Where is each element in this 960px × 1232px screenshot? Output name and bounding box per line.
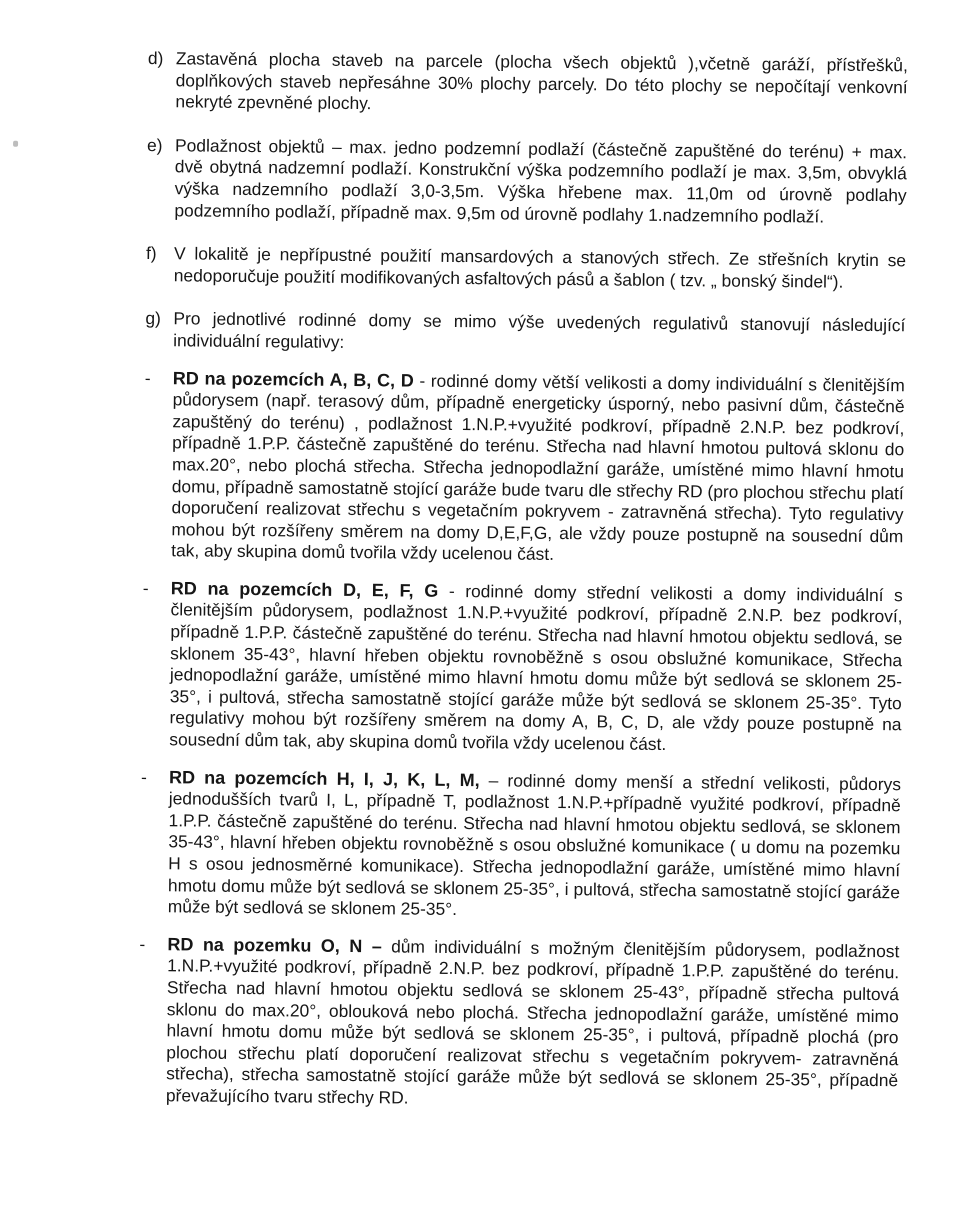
paragraph-text: Pro jednotlivé rodinné domy se mimo výše uvedených regulativů stanovují následující individuální regulativy:	[173, 308, 906, 352]
list-item-heading: RD na pozemku O, N –	[167, 934, 382, 957]
list-dash: -	[142, 577, 149, 598]
paragraph-g	[145, 308, 905, 358]
list-item-text: dům individuální s možným členitějším půdorysem, podlažnost 1.N.P.+využité podkroví, případně 2.N.P. bez podkroví, případně 1.P.P. zapuštěné do terénu. Střecha nad hlavní hmotou objektu sedlová se sklonem 25-43°, případně střecha pultová sklonu do max.20°, oblouková nebo plochá. Střecha jednopodlažní garáže, umístěné mimo hlavní hmotu domu může být sedlová se sklonem 25-35°, i pultová, případně plochá (pro plochou střechu platí doporučení realizovat střechu s vegetačním pokryvem- zatravněná střecha), střecha samostatně stojící garáže může být sedlová se sklonem 25-35°, případně převažujícího tvaru střechy RD.	[165, 936, 900, 1108]
list-item-body	[169, 578, 903, 758]
paragraph-f	[146, 243, 906, 293]
list-item-text: – rodinné domy menší a střední velikosti, půdorys jednodušších tvarů I, L, případně T, podlažnost 1.N.P.+případně využité podkroví, případně 1.P.P. částečně zapuštěné do terénu. Střecha nad hlavní hmotou objektu sedlová, se sklonem 35-43°, hlavní hřeben objektu rovnoběžně s osou obslužné komunikace ( u domu na pozemku H s osou jednosměrné komunikace). Střecha jednopodlažní garáže, umístěné mimo hlavní hmotu domu může být sedlová se sklonem 25-35°, i pultová, střecha samostatně stojící garáže může být sedlová se sklonem 25-35°.	[167, 769, 902, 920]
scan-speck	[13, 141, 18, 147]
list-dash: -	[144, 367, 151, 388]
list-item-heading: RD na pozemcích D, E, F, G	[170, 578, 439, 601]
paragraph-label: f)	[145, 243, 157, 264]
list-dash: -	[139, 933, 146, 954]
list-item-text: - rodinné domy větší velikosti a domy individuální s členitějším půdorysem (např. terasový dům, případně energeticky úsporný, nebo pasivní dům, částečně zapuštěný do terénu) , podlažnost 1.N.P.+využité podkroví, případně 2.N.P. bez podkroví, případně 1.P.P. částečně zapuštěné do terénu. Střecha nad hlavní hmotou pultová sklonu do max.20°, nebo plochá střecha. Střecha jednopodlažní garáže, umístěné mimo hlavní hmotu domu, případně samostatně stojící garáže bude tvaru dle střechy RD (pro plochou střechu platí doporučení realizovat střechu s vegetačním pokryvem - zatravněná střecha). Tyto regulativy mohou být rozšířeny směrem na domy D,E,F,G, ale vždy pouze postupně na sousední dům tak, aby skupina domů tvořila vždy ucelenou část.	[171, 370, 905, 565]
list-item-body	[171, 368, 905, 569]
list-item-rd-on	[138, 934, 900, 1114]
list-item-body	[168, 767, 901, 925]
paragraph-label: g)	[145, 308, 161, 329]
paragraph-d	[147, 48, 908, 120]
paragraph-text: Zastavěná plocha staveb na parcele (plocha všech objektů ),včetně garáží, přístřešků, doplňkových staveb nepřesáhne 30% plochy parcely. Do této plochy se nepočítají venkovní nekryté zpevněné plochy.	[175, 48, 908, 114]
paragraph-text: V lokalitě je nepřípustné použití mansardových a stanových střech. Ze střešních krytin se nedoporučuje použití modifikovaných asfaltových pásů a šablon ( tzv. „ bonský šindel“).	[173, 243, 907, 292]
list-item-heading: RD na pozemcích H, I, J, K, L, M,	[168, 766, 480, 790]
list-item-rd-hijklm	[140, 767, 901, 925]
list-item-heading: RD na pozemcích A, B, C, D	[172, 367, 414, 391]
paragraph-e	[146, 135, 907, 229]
list-item-rd-abcd	[143, 368, 905, 570]
list-item-rd-defg	[141, 578, 903, 758]
list-item-body	[166, 934, 900, 1114]
paragraph-label: d)	[147, 48, 164, 69]
list-item-text: - rodinné domy střední velikosti a domy individuální s členitějším půdorysem, podlažnost 1.N.P.+využité podkroví, případně 2.N.P. bez podkroví, případně 1.P.P. částečně zapuštěné do terénu. Střecha nad hlavní hmotou objektu sedlová, se sklonem 35-43°, hlavní hřeben objektu rovnoběžně s osou obslužné komunikace, Střecha jednopodlažní garáže, umístěné mimo hlavní hmotu domu může být sedlová se sklonem 25-35°, i pultová, střecha samostatně stojící garáže může být sedlová se sklonem 25-35°. Tyto regulativy mohou být rozšířeny směrem na domy A, B, C, D, ale vždy pouze postupně na sousední dům tak, aby skupina domů tvořila vždy ucelenou část.	[169, 580, 903, 755]
list-dash: -	[140, 766, 147, 787]
paragraph-label: e)	[146, 134, 163, 155]
paragraph-text: Podlažnost objektů – max. jedno podzemní podlaží (částečně zapuštěné do terénu) + max. dvě obytná nadzemní podlaží. Konstrukční výška podzemního podlaží je max. 3,5m, obvyklá výška nadzemního podlaží 3,0-3,5m. Výška hřebene max. 11,0m od úrovně podlahy podzemního podlaží, případně max. 9,5m od úrovně podlahy 1.nadzemního podlaží.	[174, 135, 908, 227]
